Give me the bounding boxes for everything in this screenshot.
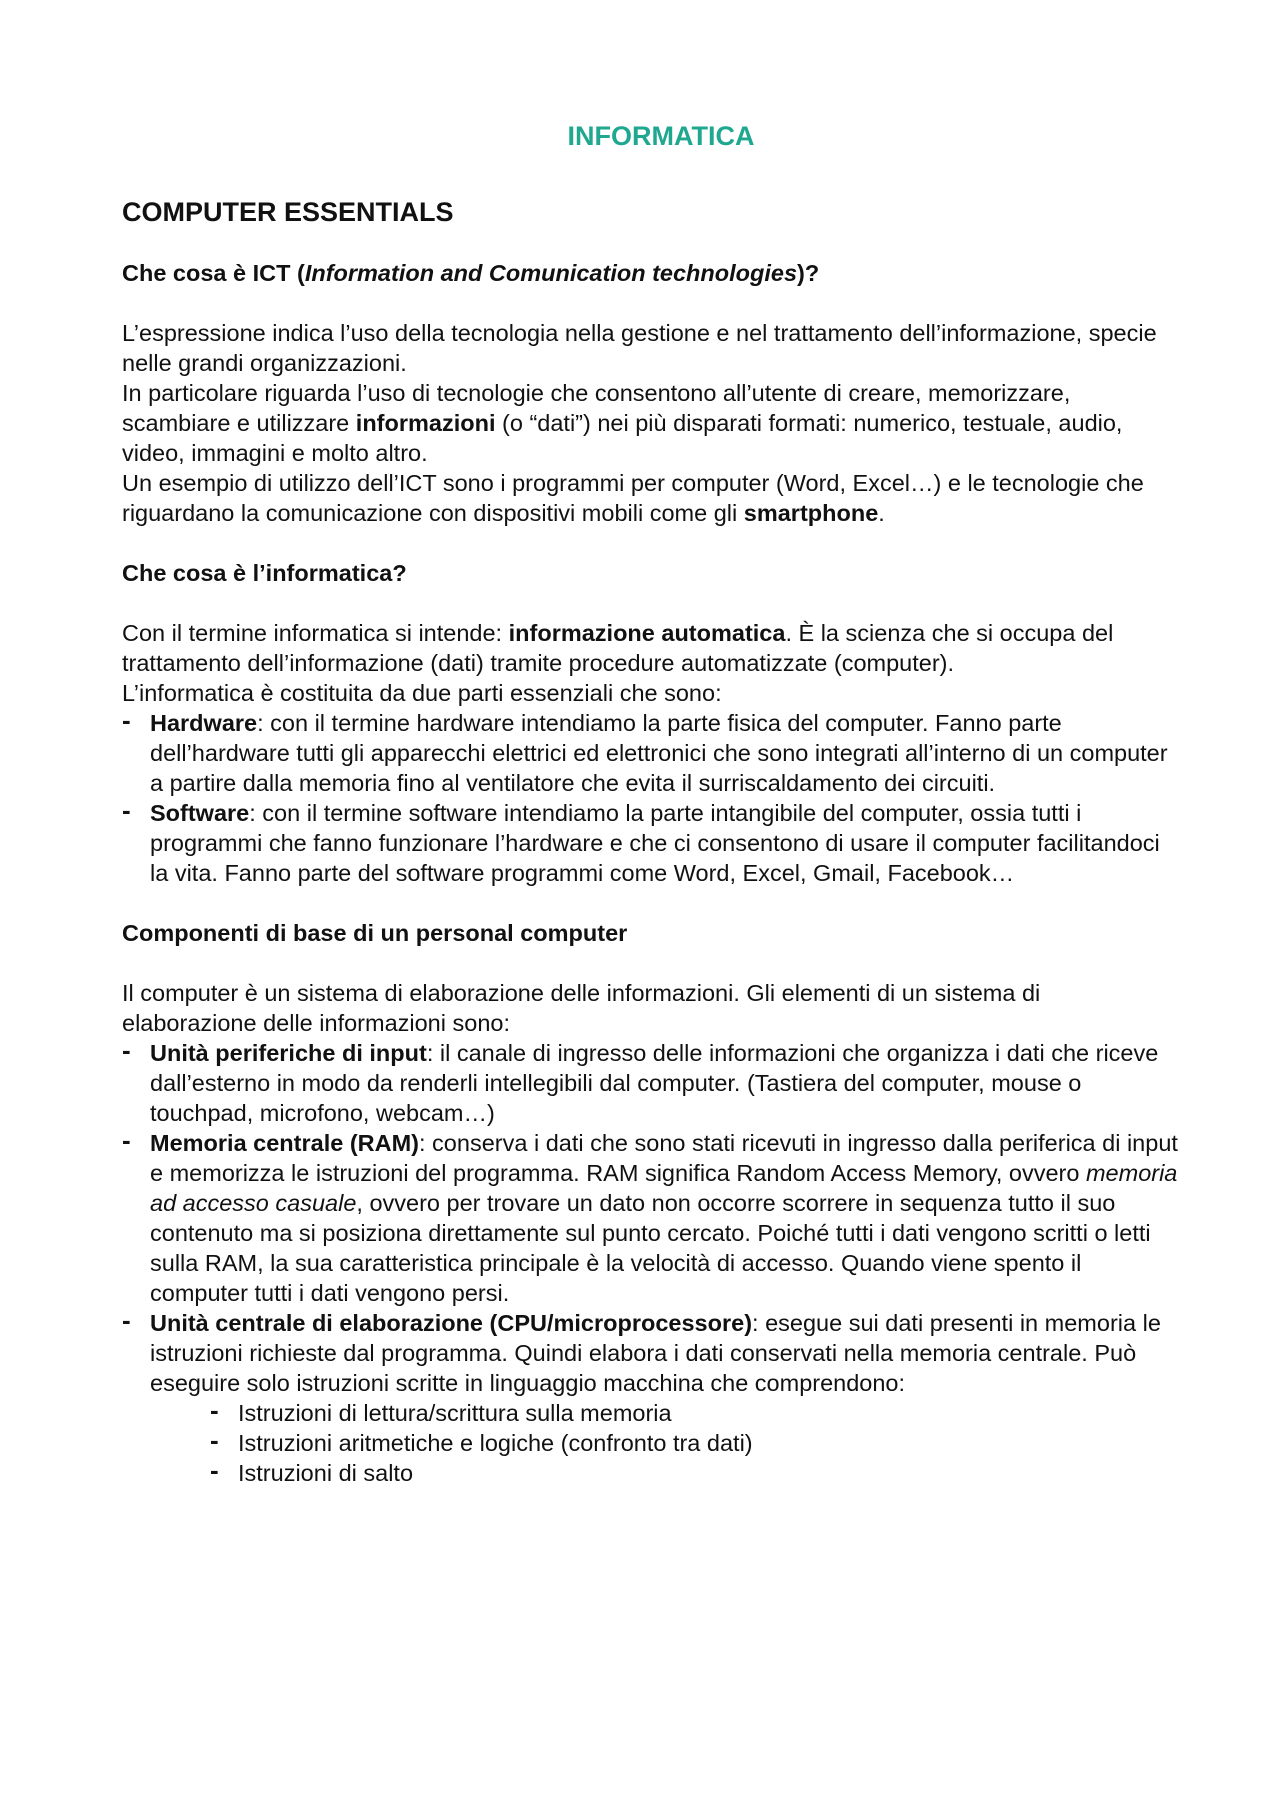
ict-paragraph-1: L’espressione indica l’uso della tecnologia nella gestione e nel trattamento dell’informazione, specie nelle grandi organizzazioni. bbox=[122, 320, 1157, 376]
desc-hardware: : con il termine hardware intendiamo la parte fisica del computer. Fanno parte dell’hardware tutti gli apparecchi elettrici ed elettronici che sono integrati all’interno di un computer a partire dalla memoria fino al ventilatore che evita il surriscaldamento dei circuiti. bbox=[150, 710, 1168, 796]
informatica-paragraph-2: L’informatica è costituita da due parti essenziali che sono: bbox=[122, 680, 722, 706]
term-input: Unità periferiche di input bbox=[150, 1040, 427, 1066]
desc-software: : con il termine software intendiamo la parte intangibile del computer, ossia tutti i programmi che fanno funzionare l’hardware e che ci consentono di usare il computer facilitandoci la vita. Fanno parte del software programmi come Word, Excel, Gmail, Facebook… bbox=[150, 800, 1160, 886]
sublist-item: - Istruzioni aritmetiche e logiche (confronto tra dati) bbox=[210, 1428, 1180, 1458]
ict-paragraph-2 bbox=[122, 378, 1180, 468]
desc-ram-a: : conserva i dati che sono stati ricevuti in ingresso dalla periferica di input e memorizza le istruzioni del programma. RAM significa Random Access Memory, ovvero bbox=[150, 1130, 1178, 1186]
desc-input: : il canale di ingresso delle informazioni che organizza i dati che riceve dall’esterno in modo da renderli intellegibili dal computer. (Tastiera del computer, mouse o touchpad, microfono, webcam…) bbox=[150, 1040, 1159, 1126]
ict-paragraph-3 bbox=[122, 468, 1180, 528]
componenti-answer bbox=[122, 978, 1180, 1488]
ict-p3-bold: smartphone bbox=[743, 500, 879, 526]
informatica-paragraph-1 bbox=[122, 618, 1180, 678]
question-componenti: Componenti di base di un personal computer bbox=[122, 920, 628, 946]
term-software: Software bbox=[150, 800, 250, 826]
question-ict-italic: Information and Comunication technologies bbox=[304, 260, 798, 286]
list-item-cpu bbox=[122, 1308, 1180, 1488]
cpu-sublist bbox=[150, 1398, 1180, 1488]
componenti-paragraph-1: Il computer è un sistema di elaborazione delle informazioni. Gli elementi di un sistema di elaborazione delle informazioni sono: bbox=[122, 980, 1041, 1036]
ict-answer bbox=[122, 318, 1180, 528]
informatica-list bbox=[122, 708, 1180, 888]
sublist-item: - Istruzioni di salto bbox=[210, 1458, 1180, 1488]
informatica-p1-a: Con il termine informatica si intende: bbox=[122, 620, 509, 646]
ict-p3-c: . bbox=[878, 500, 885, 526]
desc-ram-b: , ovvero per trovare un dato non occorre scorrere in sequenza tutto il suo contenuto ma si posiziona direttamente sul punto cercato. Poiché tutti i dati vengono scritti o letti sulla RAM, la sua caratteristica principale è la velocità di accesso. Quando viene spento il computer tutti i dati vengono persi. bbox=[150, 1190, 1151, 1306]
ict-p3-a: Un esempio di utilizzo dell’ICT sono i programmi per computer (Word, Excel…) e le tecnologie che riguardano la comunicazione con dispositivi mobili come gli bbox=[122, 470, 1144, 526]
desc-cpu: : esegue sui dati presenti in memoria le istruzioni richieste dal programma. Quindi elabora i dati conservati nella memoria centrale. Può eseguire solo istruzioni scritte in linguaggio macchina che comprendono: bbox=[150, 1310, 1161, 1396]
list-item-input bbox=[122, 1038, 1180, 1128]
ict-p2-c: (o “dati”) nei più disparati formati: numerico, testuale, audio, video, immagini e molto altro. bbox=[122, 410, 1123, 466]
term-ram: Memoria centrale (RAM) bbox=[150, 1130, 419, 1156]
document-title: INFORMATICA bbox=[567, 121, 755, 151]
question-ict bbox=[122, 258, 1180, 288]
term-hardware: Hardware bbox=[150, 710, 258, 736]
informatica-p1-c: . È la scienza che si occupa del trattamento dell’informazione (dati) tramite procedure automatizzate (computer). bbox=[122, 620, 1114, 676]
section-title: COMPUTER ESSENTIALS bbox=[122, 197, 454, 227]
list-item-software bbox=[122, 798, 1180, 888]
question-ict-suffix: )? bbox=[797, 260, 820, 286]
desc-ram-italic: memoria ad accesso casuale bbox=[150, 1160, 1178, 1216]
term-cpu: Unità centrale di elaborazione (CPU/microprocessore) bbox=[150, 1310, 753, 1336]
sublist-item: - Istruzioni di lettura/scrittura sulla memoria bbox=[210, 1398, 1180, 1428]
question-ict-prefix: Che cosa è ICT ( bbox=[122, 260, 305, 286]
question-informatica: Che cosa è l’informatica? bbox=[122, 560, 407, 586]
list-item-hardware bbox=[122, 708, 1180, 798]
informatica-p1-bold: informazione automatica bbox=[508, 620, 786, 646]
list-item-ram bbox=[122, 1128, 1180, 1308]
componenti-list bbox=[122, 1038, 1180, 1488]
informatica-answer bbox=[122, 618, 1180, 888]
ict-p2-a: In particolare riguarda l’uso di tecnologie che consentono all’utente di creare, memorizzare, scambiare e utilizzare bbox=[122, 380, 1071, 436]
ict-p2-bold: informazioni bbox=[355, 410, 496, 436]
